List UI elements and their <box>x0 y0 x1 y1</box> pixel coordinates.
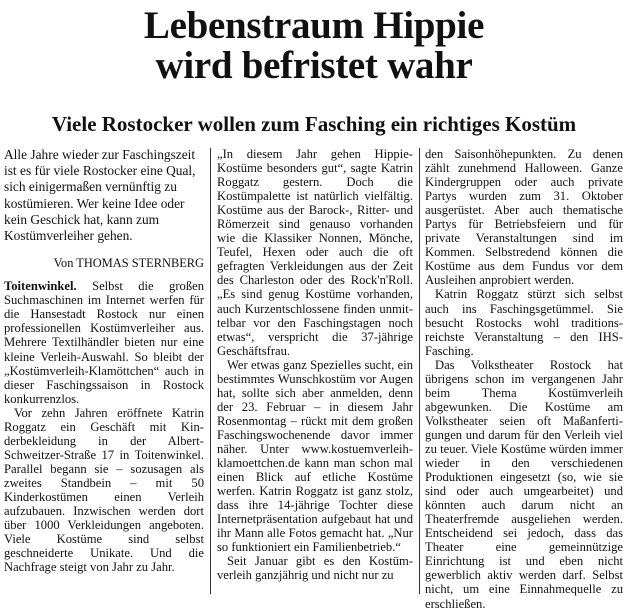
body-paragraph-2: Vor zehn Jahren eröffnete Katrin Roggatz ein Geschäft mit Kinderbekleidung in der Albert-Schweitzer-Straße 17 in Toitenwinkel. Parallel begann sie – sozusagen als zweites Standbein – mit 50 Kinderkostümen einen Verleih aufzubauen. Inzwischen werden dort über 1000 Verkleidungen angeboten. Viele Kostüme sind selbst geschneiderte Unikate. Und die Nachfrage steigt von Jahr zu Jahr. <box>4 405 204 575</box>
dateline-place: Toitenwinkel. <box>4 279 77 294</box>
column-rule-2 <box>419 148 420 594</box>
body-paragraph-5-continued: den Saisonhöhepunkten. Zu denen zählt zunehmend Halloween. Ganze Kindergruppen oder auch private Partys wurden zum 31. Oktober ausgerüstet. Aber auch thematische Partys für Betriebsfeiern und für private Veranstaltungen sind im Kommen. Selbstredend können die Kostüme aus dem Fundus vor dem Ausleihen anprobiert werden. <box>425 147 623 288</box>
article-column-2 <box>217 147 413 582</box>
article-column-3 <box>425 147 623 611</box>
headline-line-1: Lebenstraum Hippie <box>143 4 485 47</box>
body-paragraph-3: „In diesem Jahr gehen Hippie-Kostüme besonders gut“, sagte Katrin Roggatz gestern. Doch die Kostümpalette ist natürlich vielfältig. Kostüme aus der Barock-, Ritter- und Römerzeit sind genauso vorhanden wie die Klassiker Nonnen, Mönche, Teufel, Hexen oder auch die oft gefragten Verkleidungen aus der Zeit des Charleston oder des Rock'n'Roll. „Es sind genug Kostüme vorhanden, auch Kurzentschlossene finden unmittelbar vor den Faschingstagen noch etwas“, verspricht die 37-jährige Geschäftsfrau. <box>217 147 413 358</box>
headline <box>0 6 628 86</box>
intro-paragraph: Alle Jahre wieder zur Faschingszeit ist es für viele Rostocker eine Qual, sich einigermaßen vernünftig zu kostümieren. Wer keine Idee oder kein Geschick hat, kann zum Kostümverleiher gehen. <box>4 147 196 244</box>
body-paragraph-1-text: Selbst die großen Suchmaschinen im Internet werfen für die Hansestadt Rostock nur einen professionellen Kostümverleiher aus. Mehrere Textilhändler bieten nur eine kleine Verleih-Auswahl. So bleibt der „Kostümverleih-Klamöttchen“ auch in dieser Faschingssaison in Rostock konkurrenzlos. <box>4 279 204 406</box>
body-paragraph-7: Das Volkstheater Rostock hat übrigens schon im vergangenen Jahr beim Thema Kostümverleih abgewunken. Die Kostüme am Volkstheater seien oft Maßanfertigungen und darum für den Verleih viel zu teuer. Viele Kostüme würden immer wieder in den verschiedenen Produktionen eingesetzt (so, wie sie sind oder auch umgearbeitet) und könnten auch darum nicht an Theaterfremde ausgeliehen werden. Entscheidend sei jedoch, dass das Theater eine gemeinnützige Einrichtung ist und eben nicht gewerblich aktiv werden darf. Selbst nicht, um eine Einnahmequelle zu erschließen. <box>425 357 623 611</box>
article-column-1 <box>4 147 204 574</box>
column-rule-1 <box>210 148 211 594</box>
body-paragraph-1 <box>4 279 204 405</box>
body-paragraph-4: Wer etwas ganz Spezielles sucht, ein bestimmtes Wunschkostüm vor Augen hat, sollte sich aber anmelden, denn der 23. Februar – in diesem Jahr Rosenmontag – rückt mit dem großen Faschingswochenende davor immer näher. Unter www.kostuemverleih-klamoettchen.de kann man schon mal einen Blick auf etliche Kostüme werfen. Katrin Roggatz ist ganz stolz, dass ihre 14-jährige Tochter diese Internetpräsentation aufgebaut hat und ihr Mann alle Fotos gemacht hat. „Nur so funktioniert ein Familienbetrieb.“ <box>217 357 413 555</box>
body-paragraph-6: Katrin Roggatz stürzt sich selbst auch ins Faschingsgetümmel. Sie besucht Rostocks wohl traditionsreichste Veranstaltung – den IHS-Fasching. <box>425 287 623 358</box>
subheadline: Viele Rostocker wollen zum Fasching ein richtiges Kostüm <box>51 112 577 136</box>
body-paragraph-5: Seit Januar gibt es den Kostümverleih ganzjährig und nicht nur zu <box>217 554 413 583</box>
headline-line-2: wird befristet wahr <box>155 44 473 87</box>
byline: Von THOMAS STERNBERG <box>53 256 204 271</box>
